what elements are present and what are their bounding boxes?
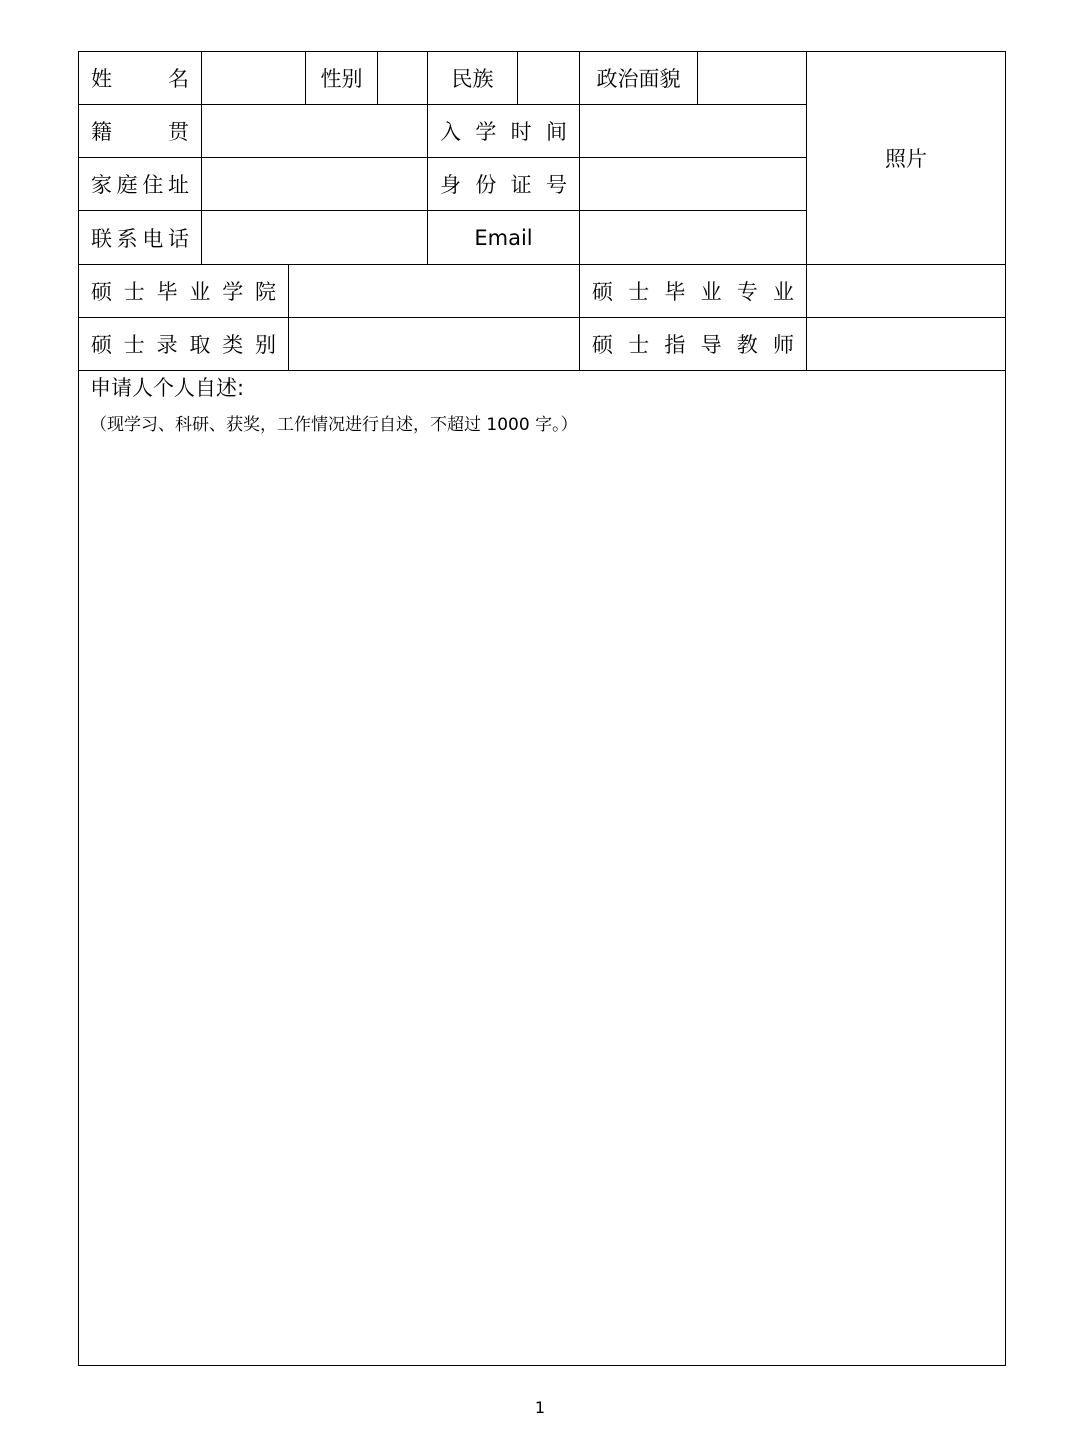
id-number-label: 身 份 证 号	[440, 173, 567, 197]
enroll-time-field[interactable]	[580, 105, 806, 157]
name-label: 姓 名	[91, 67, 189, 91]
supervisor-field[interactable]	[807, 318, 1005, 370]
native-place-field[interactable]	[202, 105, 427, 157]
statement-field[interactable]	[79, 440, 1005, 1365]
admission-type-label: 硕 士 录 取 类 别	[91, 333, 276, 357]
home-address-field[interactable]	[202, 158, 427, 210]
home-address-label: 家 庭 住 址	[91, 173, 189, 197]
name-field[interactable]	[202, 52, 305, 104]
statement-title: 申请人个人自述:	[90, 376, 245, 400]
ethnicity-label: 民族	[451, 67, 494, 91]
master-major-label: 硕 士 毕 业 专 业	[592, 280, 794, 304]
photo-label: 照片	[885, 147, 927, 171]
master-major-field[interactable]	[807, 265, 1005, 317]
gender-label: 性别	[320, 67, 363, 91]
master-college-field[interactable]	[289, 265, 579, 317]
statement-hint: （现学习、科研、获奖，工作情况进行自述，不超过 1000 字。）	[90, 415, 578, 435]
admission-type-field[interactable]	[289, 318, 579, 370]
email-field[interactable]	[580, 211, 806, 264]
id-number-field[interactable]	[580, 158, 806, 210]
gender-field[interactable]	[378, 52, 427, 104]
phone-label: 联 系 电 话	[91, 226, 189, 251]
political-status-field[interactable]	[698, 52, 806, 104]
page-number: 1	[534, 1398, 546, 1417]
political-status-label: 政治面貌	[596, 67, 681, 91]
master-college-label: 硕 士 毕 业 学 院	[91, 280, 276, 304]
email-label: Email	[474, 225, 533, 250]
supervisor-label: 硕 士 指 导 教 师	[592, 333, 794, 357]
ethnicity-field[interactable]	[518, 52, 579, 104]
native-place-label: 籍 贯	[91, 120, 189, 144]
phone-field[interactable]	[202, 211, 427, 264]
photo-box[interactable]	[807, 52, 1005, 264]
enroll-time-label: 入 学 时 间	[440, 120, 567, 144]
